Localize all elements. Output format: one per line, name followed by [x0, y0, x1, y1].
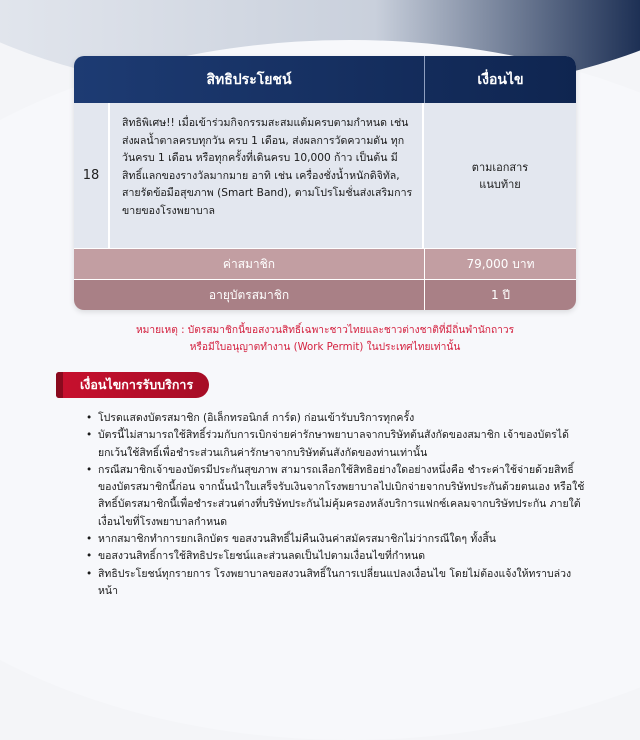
list-item: • หากสมาชิกทำการยกเลิกบัตร ขอสงวนสิทธิ์ไม่คืนเงินค่าสมัครสมาชิกไม่ว่ากรณีใดๆ ทั้งสิ้น	[86, 531, 591, 548]
conditions-list	[86, 410, 591, 600]
note	[74, 322, 576, 356]
row-description: สิทธิพิเศษ!! เมื่อเข้าร่วมกิจกรรมสะสมแต้มครบตามกำหนด เช่น ส่งผลน้ำตาลครบทุกวัน ครบ 1 เดือน, ส่งผลการวัดความดัน ทุกวันครบ 1 เดือน หรือทุกครั้งที่เดินครบ 10,000 ก้าว เป็นต้น มีสิทธิ์แลกของรางวัลมากมาย อาทิ เช่น เครื่องชั่งน้ำหนักดิจิทัล, สายรัดข้อมือสุขภาพ (Smart Band), ตามโปรโมชั่นส่งเสริมการขายของโรงพยาบาล	[110, 103, 424, 248]
note-line-2: หรือมีใบอนุญาตทำงาน (Work Permit) ในประเทศไทยเท่านั้น	[189, 342, 461, 353]
table-row	[74, 103, 576, 248]
list-item: • โปรดแสดงบัตรสมาชิก (อิเล็กทรอนิกส์ การ์ด) ก่อนเข้ารับบริการทุกครั้ง	[86, 410, 591, 427]
membership-fee-label: ค่าสมาชิก	[74, 249, 425, 279]
membership-fee-value: 79,000 บาท	[466, 256, 535, 271]
card-validity-row	[74, 279, 576, 310]
row-condition-text: ตามเอกสารแนบท้าย	[471, 160, 529, 191]
card-validity-value: 1 ปี	[490, 287, 511, 302]
header-benefit: สิทธิประโยชน์	[74, 56, 425, 103]
membership-fee-row	[74, 248, 576, 279]
list-item: • บัตรนี้ไม่สามารถใช้สิทธิ์ร่วมกับการเบิกจ่ายค่ารักษาพยาบาลจากบริษัทต้นสังกัดของสมาชิก เจ้าของบัตรได้ ยกเว้นใช้สิทธิ์เพื่อชำระส่วนเกินค่ารักษาจากบริษัทต้นสังกัดของท่านเท่านั้น	[86, 427, 591, 462]
list-item: • สิทธิประโยชน์ทุกรายการ โรงพยาบาลขอสงวนสิทธิ์ในการเปลี่ยนแปลงเงื่อนไข โดยไม่ต้องแจ้งให้ทราบล่วงหน้า	[86, 566, 591, 601]
note-line-1: หมายเหตุ : บัตรสมาชิกนี้ขอสงวนสิทธิ์เฉพาะชาวไทยและชาวต่างชาติที่มีถิ่นพำนักถาวร	[135, 325, 515, 336]
list-item: • กรณีสมาชิกเจ้าของบัตรมีประกันสุขภาพ สามารถเลือกใช้สิทธิอย่างใดอย่างหนึ่งคือ ชำระค่าใช้จ่ายด้วยสิทธิ์ของบัตรสมาชิกนี้ก่อน จากนั้นนำใบเสร็จรับเงินจากโรงพยาบาลไปเบิกจ่ายจากบริษัทประกันด้วยตนเอง หรือใช้สิทธิ์บัตรสมาชิกนี้เพื่อชำระส่วนต่างที่บริษัทประกันไม่คุ้มครองหลังบริการแฟกซ์เคลมจากบริษัทประกัน ภายใต้เงื่อนไขที่โรงพยาบาลกำหนด	[86, 462, 591, 531]
row-condition	[424, 103, 576, 248]
benefits-table	[74, 56, 576, 310]
section-title: เงื่อนไขการรับบริการ	[56, 372, 209, 398]
header-condition: เงื่อนไข	[477, 71, 524, 88]
row-number: 18	[74, 103, 110, 248]
list-item: • ขอสงวนสิทธิ์การใช้สิทธิประโยชน์และส่วนลดเป็นไปตามเงื่อนไขที่กำหนด	[86, 548, 591, 565]
table-header	[74, 56, 576, 103]
card-validity-label: อายุบัตรสมาชิก	[74, 280, 425, 310]
